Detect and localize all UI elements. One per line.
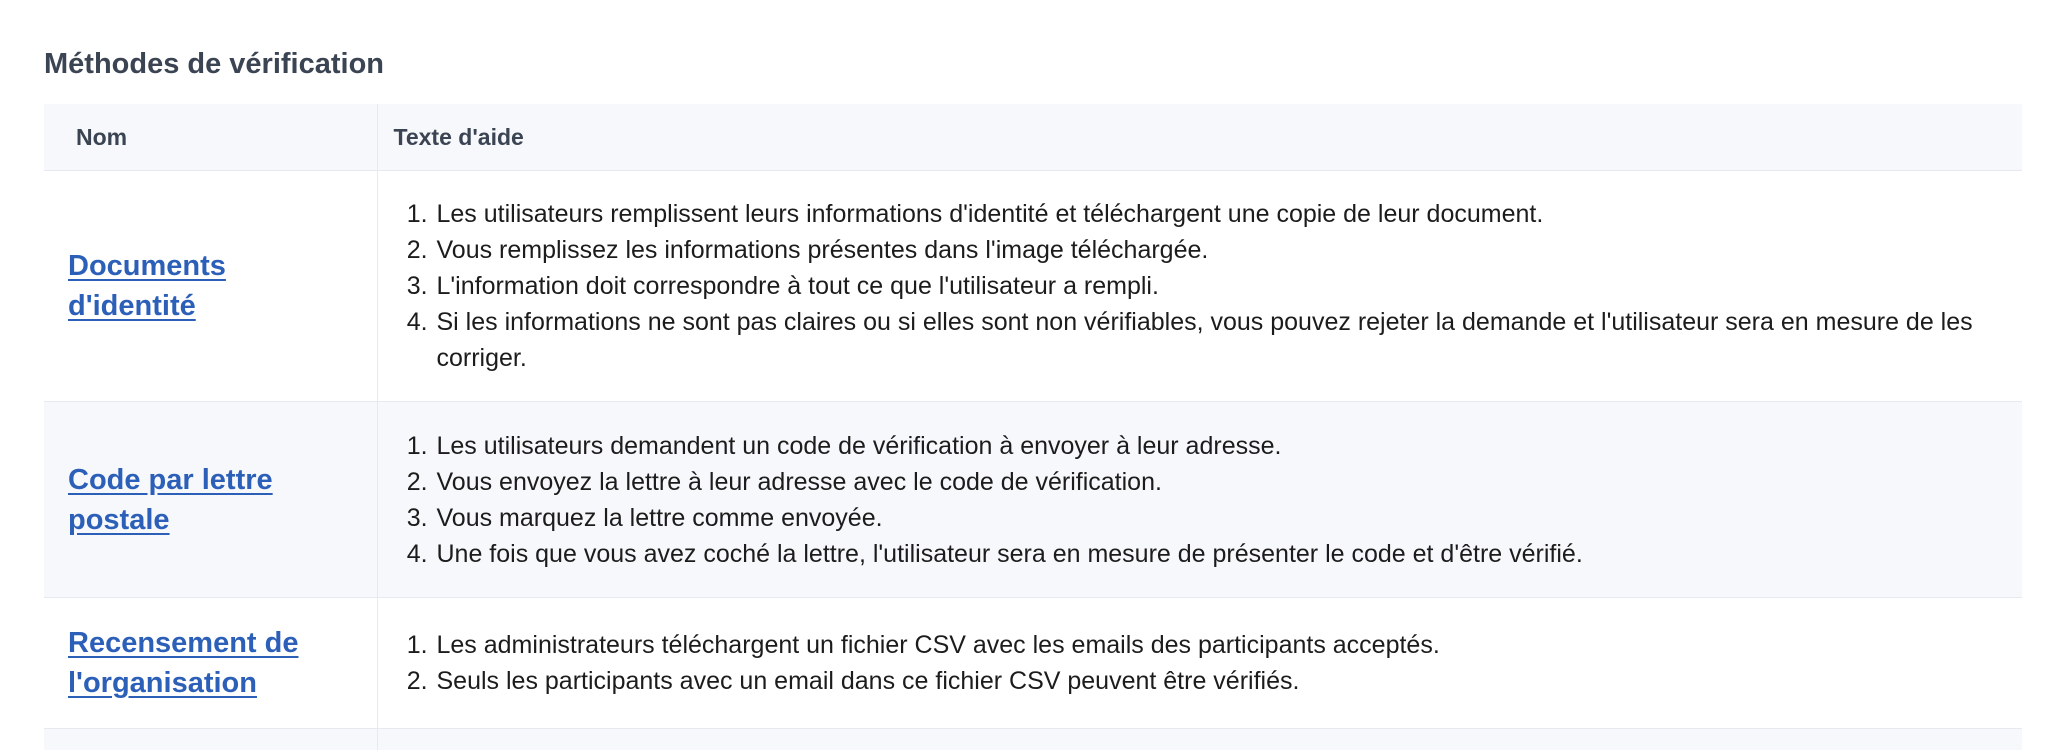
help-text-cell — [377, 729, 2022, 750]
help-text-cell — [377, 598, 2022, 729]
help-text-cell — [377, 402, 2022, 598]
help-step: 4. Une fois que vous avez coché la lettre, l'utilisateur sera en mesure de présenter le code et d'être vérifié. — [435, 536, 1982, 572]
section-title: Méthodes de vérification — [44, 48, 385, 80]
name-cell — [44, 402, 377, 598]
column-header-name: Nom — [44, 104, 377, 171]
help-step: 1. Les utilisateurs demandent un code de vérification à envoyer à leur adresse. — [435, 428, 1982, 464]
table-row — [44, 402, 2022, 598]
help-step: 1. Les utilisateurs remplissent leurs informations d'identité et téléchargent une copie de leur document. — [435, 196, 1982, 232]
table-row — [44, 171, 2022, 402]
help-step: 2. Vous remplissez les informations présentes dans l'image téléchargée. — [435, 232, 1982, 268]
verification-methods-table — [44, 104, 2022, 750]
help-step: 3. L'information doit correspondre à tout ce que l'utilisateur a rempli. — [435, 268, 1982, 304]
name-cell — [44, 598, 377, 729]
method-link-organization-census[interactable]: Recensement de l'organisation — [68, 627, 299, 699]
name-cell — [44, 729, 377, 750]
method-link-identity-documents[interactable]: Documents d'identité — [68, 250, 226, 322]
help-text-cell — [377, 171, 2022, 402]
help-step: 2. Vous envoyez la lettre à leur adresse avec le code de vérification. — [435, 464, 1982, 500]
method-link-postal-letter-code[interactable]: Code par lettre postale — [68, 463, 273, 536]
help-steps-list — [379, 196, 2022, 376]
table-header-row — [44, 104, 2022, 171]
table-row — [44, 598, 2022, 729]
help-step: 4. Si les informations ne sont pas claires ou si elles sont non vérifiables, vous pouvez rejeter la demande et l'utilisateur sera en mesure de les corriger. — [435, 304, 1982, 376]
column-header-help-text: Texte d'aide — [377, 104, 2022, 171]
name-cell — [44, 171, 377, 402]
help-step: 1. Les administrateurs téléchargent un fichier CSV avec les emails des participants acceptés. — [435, 627, 1982, 663]
help-step: 3. Vous marquez la lettre comme envoyée. — [435, 500, 1982, 536]
help-steps-list — [379, 627, 2022, 699]
help-step: 2. Seuls les participants avec un email dans ce fichier CSV peuvent être vérifiés. — [435, 663, 1982, 699]
table-row-partial — [44, 729, 2022, 750]
help-steps-list — [379, 428, 2022, 572]
